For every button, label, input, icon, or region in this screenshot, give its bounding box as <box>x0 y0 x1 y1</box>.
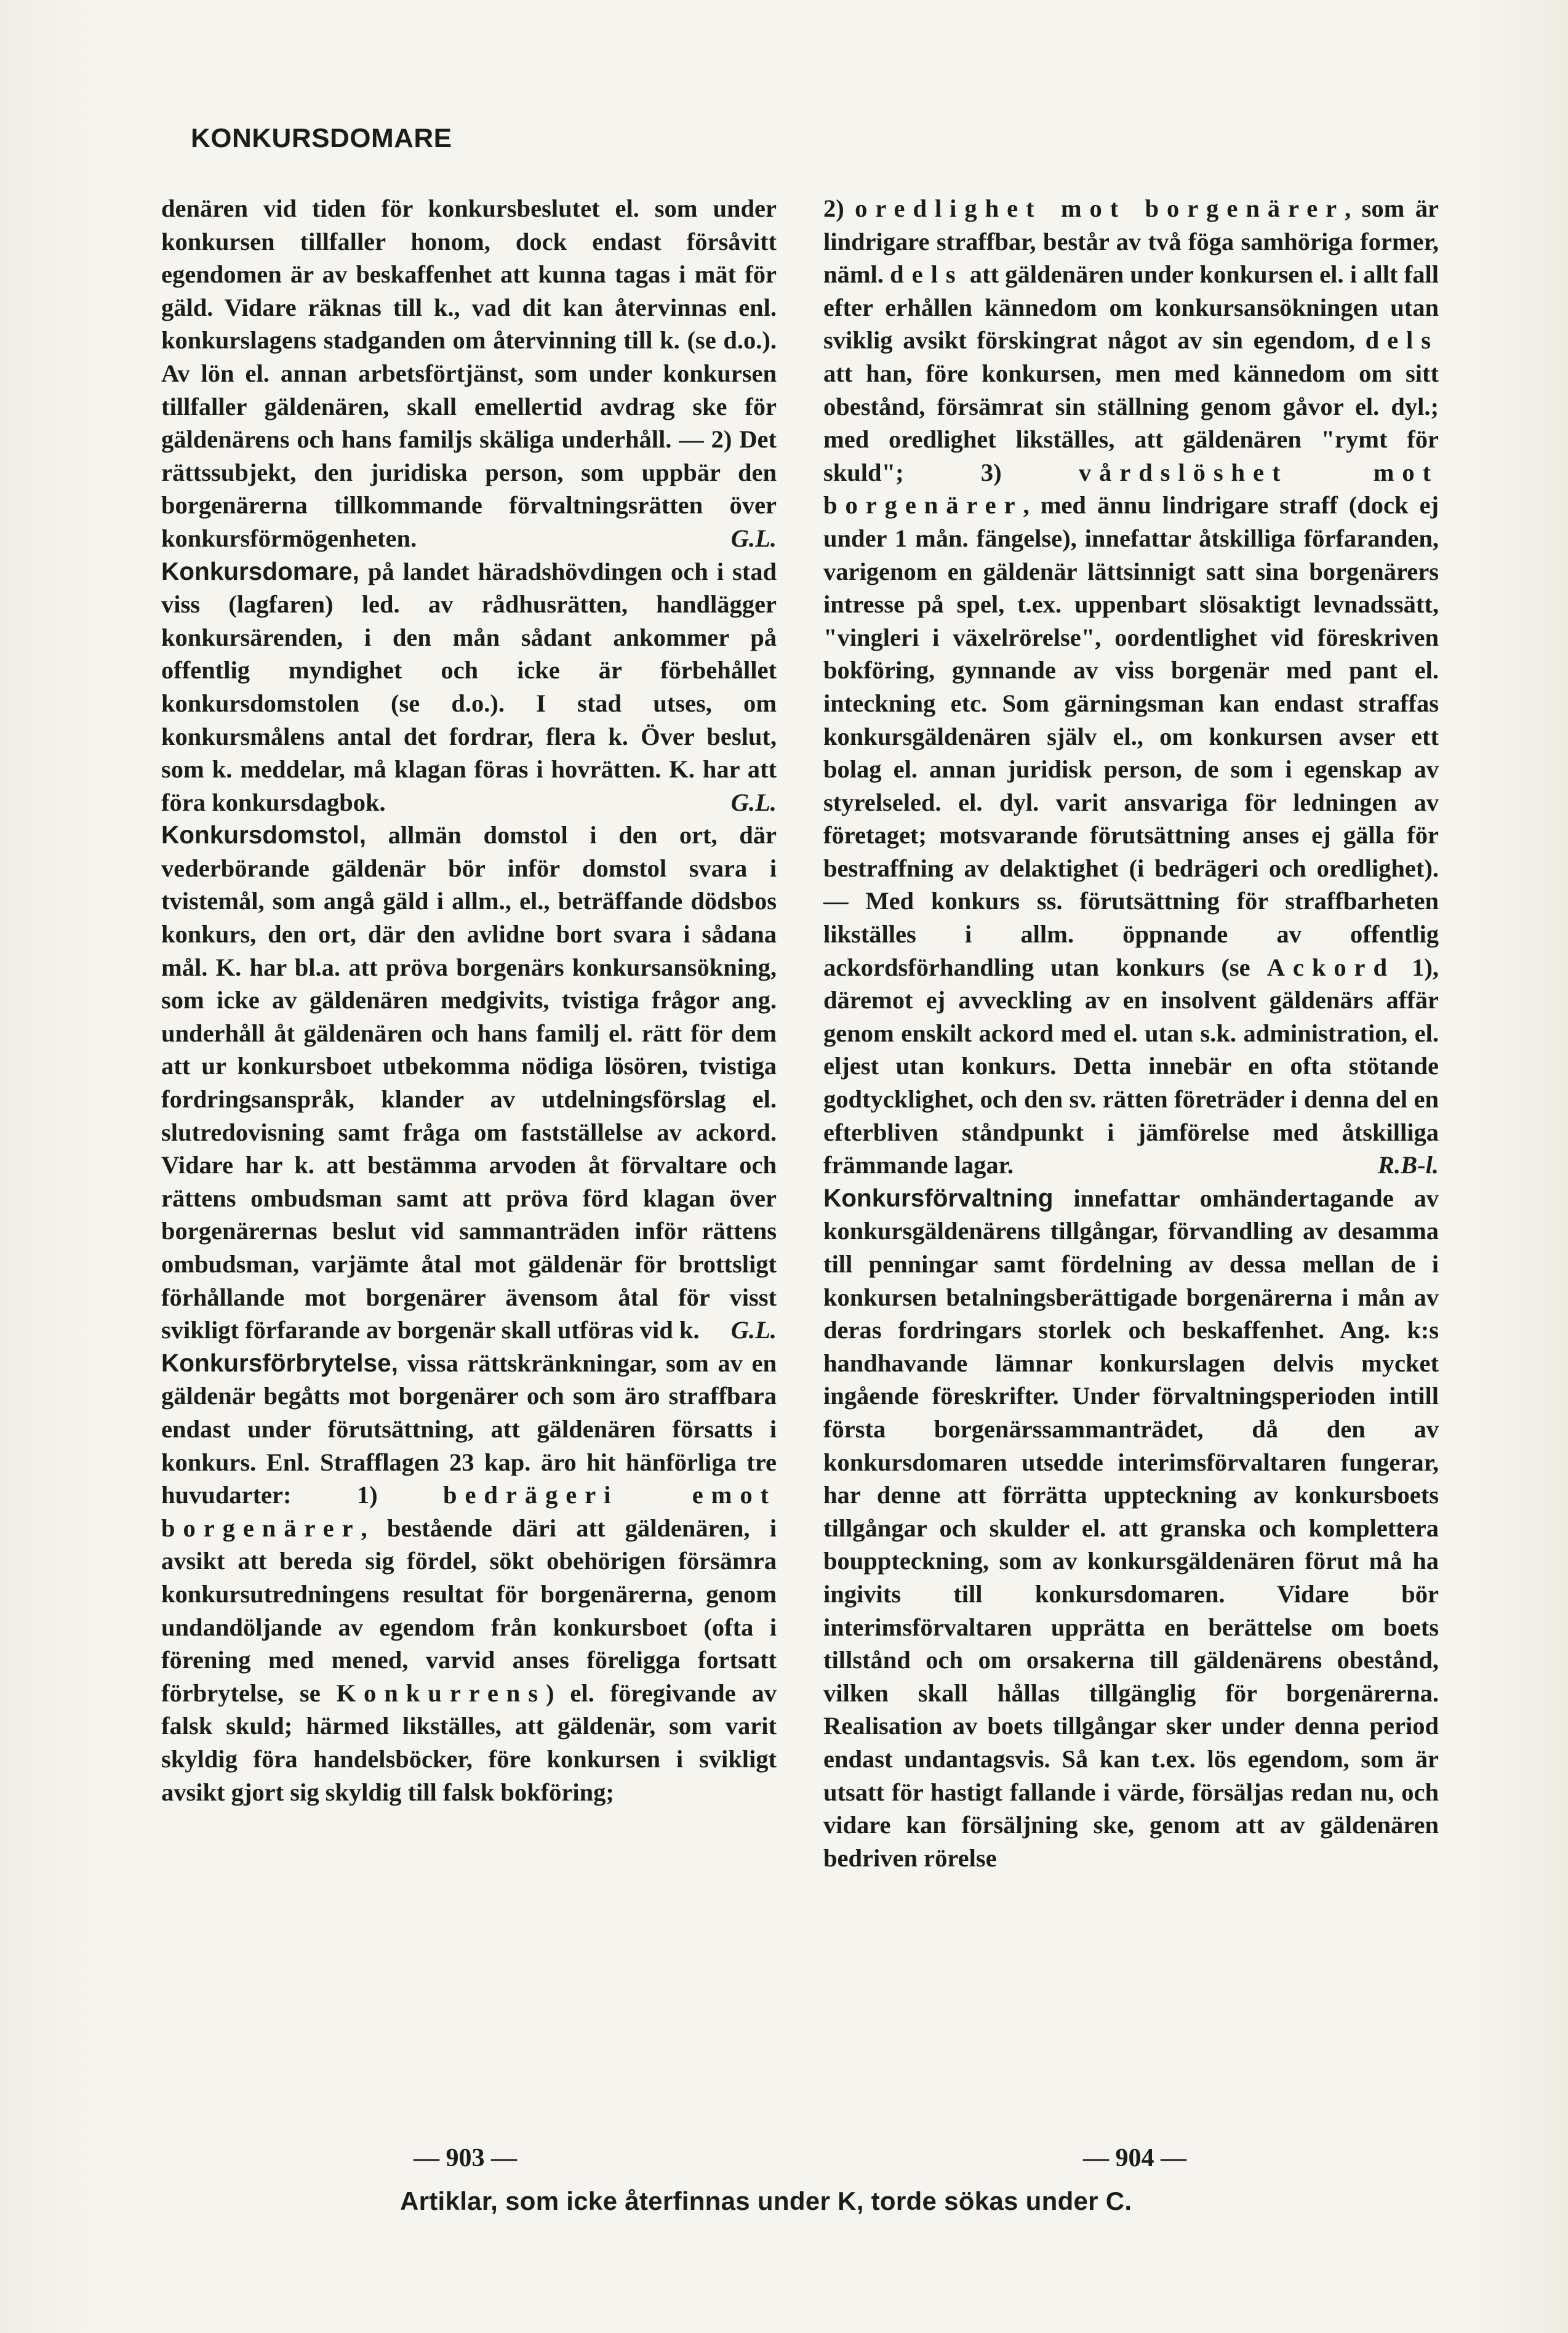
continuation-text: 2) <box>823 195 855 222</box>
entry-headword: Konkursförbrytelse, <box>161 1348 398 1377</box>
spaced-term: vårdslöshet mot borgenärer <box>823 458 1439 520</box>
left-column <box>161 192 777 1809</box>
cross-reference: Ackord <box>1266 953 1395 981</box>
running-head: KONKURSDOMARE <box>191 123 452 153</box>
author-signature: G.L. <box>730 524 777 552</box>
entry-konkursdomstol <box>161 819 777 1347</box>
continuation-text: denären vid tiden för konkursbeslutet el. som under konkursen tillfaller honom, dock endast försåvitt egendomen är av beskaffenhet att kunna tagas i mät för gäld. Vidare räknas till k., vad dit kan återvinnas enl. konkurslagens stadganden om återvinning till k. (se d.o.). Av lön el. annan arbetsförtjänst, som under konkursen tillfaller gäldenären, skall emellertid avdrag ske för gäldenärens och hans familjs skäliga underhåll. — 2) Det rättssubjekt, den juridiska person, som uppbär den borgenärerna tillkommande förvaltningsrätten över konkursförmögenheten. <box>161 195 777 552</box>
page-number-right: — 904 — <box>1083 2144 1186 2172</box>
continuation-text: 1), däremot ej avveckling av en insolvent gäldenärs affär genom enskilt ackord med el. utan s.k. administration, el. eljest utan konkurs. Detta innebär en ofta stötande godtycklighet, och den sv. rätten företräder i denna del en efterbliven ståndpunkt i jämförelse med åtskilliga främmande lagar. <box>823 953 1439 1179</box>
continuation-text: att han, före konkursen, men med kännedom om sitt obestånd, försämrat sin ställning genom gåvor el. dyl.; med oredlighet likställes, att gäldenären "rymt för skuld"; 3) <box>823 359 1439 486</box>
spaced-term: bedrägeri emot borgenärer <box>161 1481 777 1542</box>
continuation-text: , som är lindrigare straffbar, består av två föga samhöriga former, näml. <box>823 195 1439 289</box>
paragraph-continuation <box>823 192 1439 1182</box>
entry-text: på landet häradshövdingen och i stad viss (lagfaren) led. av rådhusrätten, handlägger konkursärenden, i den mån sådant ankommer på offentlig myndighet och icke är förbehållet konkursdomstolen (se d.o.). I stad utses, om konkursmålens antal det fordrar, flera k. Över beslut, som k. meddelar, må klagan föras i hovrätten. K. har att föra konkursdagbok. <box>161 557 777 816</box>
entry-konkursdomare <box>161 555 777 819</box>
entry-text: , bestående däri att gäldenären, i avsikt att bereda sig fördel, sökt obehörigen försämra konkursutredningens resultat för borgenärerna, genom undandöljande av egendom från konkursboet (ofta i förening med mened, varvid anses föreligga fortsatt förbrytelse, se <box>161 1514 777 1707</box>
author-signature: R.B-l. <box>1377 1151 1439 1179</box>
continuation-text: , med ännu lindrigare straff (dock ej under 1 mån. fängelse), innefattar åtskilliga förfaranden, varigenom en gäldenär lättsinnigt satt sina borgenärers intresse på spel, t.ex. uppenbart slösaktigt levnadssätt, "vingleri i växelrörelse", oordentlighet vid föreskriven bokföring, gynnande av viss borgenär med pant el. inteckning etc. Som gärningsman kan endast straffas konkursgäldenären själv el., om konkursen avser ett bolag el. annan juridisk person, de som i egenskap av styrelseled. el. dyl. varit ansvariga för ledningen av företaget; motsvarande förutsättning anses ej gälla för bestraffning av delaktighet (i bedrägeri och oredlighet). — Med konkurs ss. förutsättning för straffbarheten likställes i allm. öppnande av offentlig ackordsförhandling utan konkurs (se <box>823 491 1439 981</box>
page-number-left: — 903 — <box>414 2144 517 2172</box>
spaced-term: dels <box>890 260 964 289</box>
footer-note: Artiklar, som icke återfinnas under K, torde sökas under C. <box>400 2186 1132 2215</box>
right-column <box>823 192 1439 1874</box>
author-signature: G.L. <box>730 1316 777 1344</box>
paragraph-continuation <box>161 192 777 555</box>
entry-konkursforbrytelse <box>161 1347 777 1809</box>
entry-text: allmän domstol i den ort, där vederbörande gäldenär bör inför domstol svara i tvistemål, som angå gäld i allm., el., beträffande dödsbos konkurs, den ort, där den avlidne bort svara i sådana mål. K. har bl.a. att pröva borgenärs konkursansökning, som icke av gäldenären medgivits, tvistiga frågor ang. underhåll åt gäldenären och hans familj el. rätt för dem att ur konkursboet utbekomma nödiga lösören, tvistiga fordringsanspråk, klander av utdelningsförslag el. slutredovisning samt fråga om fastställelse av ackord. Vidare har k. att bestämma arvoden åt förvaltare och rättens ombudsman samt att pröva förd klagan över borgenärernas beslut vid sammanträden inför rättens ombudsman, varjämte åtal mot gäldenär för brottsligt förhållande mot borgenärer ävensom åtal för visst svikligt förfarande av borgenär skall utföras vid k. <box>161 821 777 1344</box>
spaced-term: oredlighet mot borgenärer <box>855 195 1345 222</box>
entry-headword: Konkursdomare, <box>161 556 359 585</box>
entry-text: vissa rättskränkningar, som av en gäldenär begåtts mot borgenärer och som äro straffbara endast under förutsättning, att gäldenären försatts i konkurs. Enl. Strafflagen 23 kap. äro hit hänförliga tre huvudarter: 1) <box>161 1349 777 1509</box>
continuation-text: att gäldenären under konkursen el. i allt fall efter erhållen kännedom om konkursansökningen utan sviklig avsikt förskingrat något av sin egendom, <box>823 260 1439 355</box>
spaced-term: dels <box>1365 326 1439 355</box>
entry-konkursforvaltning <box>823 1182 1439 1874</box>
entry-text: ) el. föregivande av falsk skuld; härmed likställes, att gäldenär, som varit skyldig föra handelsböcker, före konkursen i svikligt avsikt gjort sig skyldig till falsk bokföring; <box>161 1679 777 1806</box>
entry-text: innefattar omhändertagande av konkursgäldenärens tillgångar, förvandling av desamma till penningar samt fördelning av dessa mellan de i konkursen betalningsberättigade borgenärerna i mån av deras fordringars storlek och beskaffenhet. Ang. k:s handhavande lämnar konkurslagen delvis mycket ingående föreskrifter. Under förvaltningsperioden intill första borgenärssammanträdet, då den av konkursdomaren utsedde interimsförvaltaren fungerar, har denne att förrätta uppteckning av konkursboets tillgångar och skulder el. att granska och komplettera bouppteckning, som av konkursgäldenären förut må ha ingivits till konkursdomaren. Vidare bör interimsförvaltaren upprätta en berättelse om boets tillstånd och om orsakerna till gäldenärens obestånd, vilken skall hållas tillgänglig för borgenärerna. Realisation av boets tillgångar sker under denna period endast undantagsvis. Så kan t.ex. lös egendom, som är utsatt för hastigt fallande i värde, försäljas redan nu, och vidare kan försäljning ske, genom att av gäldenären bedriven rörelse <box>823 1184 1439 1872</box>
cross-reference: Konkurrens <box>336 1679 546 1707</box>
entry-headword: Konkursdomstol, <box>161 821 367 849</box>
entry-headword: Konkursförvaltning <box>823 1183 1054 1212</box>
author-signature: G.L. <box>730 788 777 816</box>
